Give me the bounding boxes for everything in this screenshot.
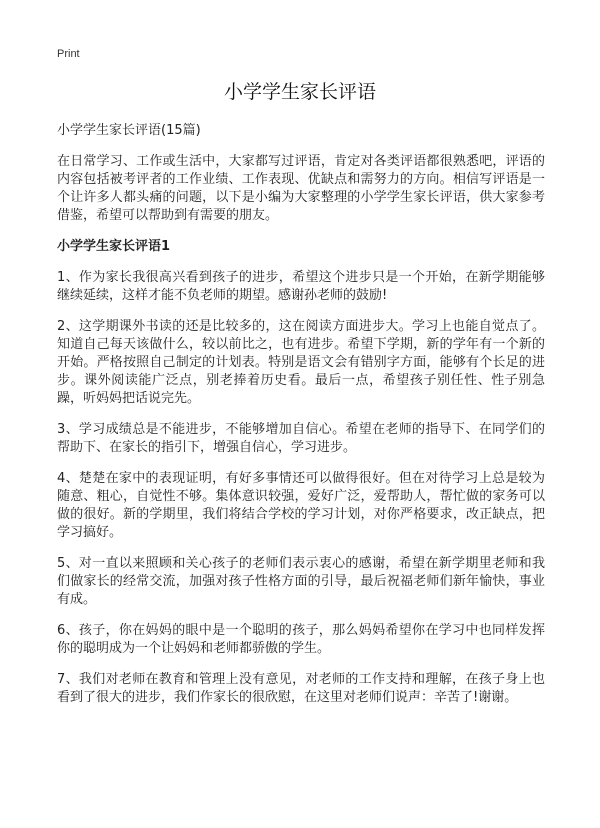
- intro-paragraph: 在日常学习、工作或生活中，大家都写过评语，肯定对各类评语都很熟悉吧，评语的内容包括被考评者的工作业绩、工作表现、优缺点和需努力的方向。相信写评语是一个让许多人都头痛的问题，以下是小编为大家整理的小学学生家长评语，供大家参考借鉴，希望可以帮助到有需要的朋友。: [57, 154, 545, 223]
- comment-paragraph-3: 3、学习成绩总是不能进步，不能够增加自信心。希望在老师的指导下、在同学们的帮助下、在家长的指引下，增强自信心，学习进步。: [57, 422, 545, 455]
- comment-paragraph-2: 2、这学期课外书读的还是比较多的，这在阅读方面进步大。学习上也能自觉点了。知道自己每天该做什么，较以前比之，也有进步。希望下学期，新的学年有一个新的开始。严格按照自己制定的计划表。特别是语文会有错别字方面，能够有个长足的进步。课外阅读能广泛点，别老捧着历史看。最后一点，希望孩子别任性、性子别急躁，听妈妈把话说完先。: [57, 319, 545, 406]
- comment-paragraph-7: 7、我们对老师在教育和管理上没有意见，对老师的工作支持和理解，在孩子身上也看到了很大的进步，我们作家长的很欣慰，在这里对老师们说声：辛苦了!谢谢。: [57, 672, 545, 705]
- comment-paragraph-4: 4、楚楚在家中的表现证明，有好多事情还可以做得很好。但在对待学习上总是较为随意、粗心，自觉性不够。集体意识较强，爱好广泛，爱帮助人，帮忙做的家务可以做的很好。新的学期里，我们将结合学校的学习计划，对你严格要求，改正缺点，把学习搞好。: [57, 471, 545, 540]
- page-title: 小学学生家长评语: [223, 81, 376, 103]
- article-subtitle: 小学学生家长评语(15篇): [57, 123, 201, 138]
- print-link[interactable]: Print: [57, 48, 80, 60]
- section-heading: 小学学生家长评语1: [57, 239, 171, 254]
- comment-paragraph-1: 1、作为家长我很高兴看到孩子的进步，希望这个进步只是一个开始，在新学期能够继续延续，这样才能不负老师的期望。感谢孙老师的鼓励!: [57, 270, 545, 303]
- comment-paragraph-5: 5、对一直以来照顾和关心孩子的老师们表示衷心的感谢，希望在新学期里老师和我们做家长的经常交流，加强对孩子性格方面的引导，最后祝福老师们新年愉快，事业有成。: [57, 556, 545, 607]
- comment-paragraph-6: 6、孩子，你在妈妈的眼中是一个聪明的孩子，那么妈妈希望你在学习中也同样发挥你的聪明成为一个让妈妈和老师都骄傲的学生。: [57, 623, 545, 656]
- article-body: [57, 122, 545, 720]
